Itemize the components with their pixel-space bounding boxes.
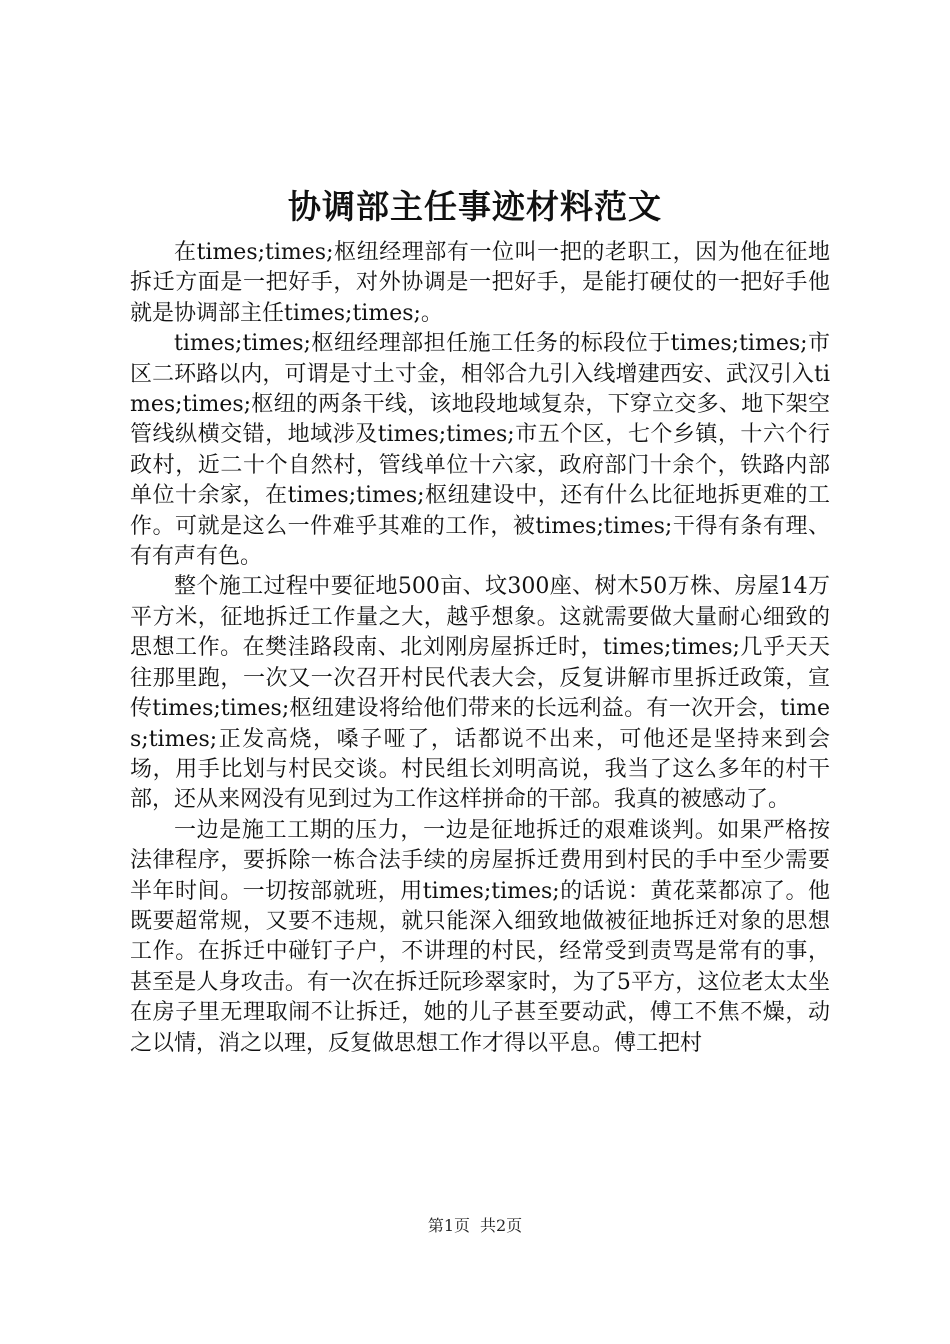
paragraph: times;times;枢纽经理部担任施工任务的标段位于times;times;市区二环路以内，可谓是寸土寸金，相邻合九引入线增建西安、武汉引入times;times;枢纽的两条干线，该地段地域复杂，下穿立交多、地下架空管线纵横交错，地域涉及times;times;市五个区，七个乡镇，十六个行政村，近二十个自然村，管线单位十六家，政府部门十余个，铁路内部单位十余家，在times;times;枢纽建设中，还有什么比征地拆更难的工作。可就是这么一件难乎其难的工作，被times;times;干得有条有理、有有声有色。 (130, 331, 830, 570)
paragraph: 一边是施工工期的压力，一边是征地拆迁的艰难谈判。如果严格按法律程序，要拆除一栋合法手续的房屋拆迁费用到村民的手中至少需要半年时间。一切按部就班，用times;times;的话说：黄花菜都凉了。他既要超常规，又要不违规，就只能深入细致地做被征地拆迁对象的思想工作。在拆迁中碰钉子户，不讲理的村民，经常受到责骂是常有的事，甚至是人身攻击。有一次在拆迁阮珍翠家时，为了5平方，这位老太太坐在房子里无理取闹不让拆迁，她的儿子甚至要动武，傅工不焦不燥，动之以情，消之以理，反复做思想工作才得以平息。傅工把村 (130, 817, 830, 1056)
document-title: 协调部主任事迹材料范文 (288, 187, 662, 226)
paragraph: 在times;times;枢纽经理部有一位叫一把的老职工，因为他在征地拆迁方面是一把好手，对外协调是一把好手，是能打硬仗的一把好手他就是协调部主任times;times;。 (130, 240, 830, 326)
document-body (130, 238, 830, 1059)
page-footer (0, 1215, 950, 1237)
paragraph: 整个施工过程中要征地500亩、坟300座、树木50万株、房屋14万平方米，征地拆迁工作量之大，越乎想象。这就需要做大量耐心细致的思想工作。在樊洼路段南、北刘刚房屋拆迁时，times;times;几乎天天往那里跑，一次又一次召开村民代表大会，反复讲解市里拆迁政策，宣传times;times;枢纽建设将给他们带来的长远利益。有一次开会，times;times;正发高烧，嗓子哑了，话都说不出来，可他还是坚持来到会场，用手比划与村民交谈。村民组长刘明高说，我当了这么多年的村干部，还从来网没有见到过为工作这样拼命的干部。我真的被感动了。 (130, 574, 830, 813)
page-total: 共2页 (480, 1216, 523, 1235)
page-number: 第1页 (427, 1216, 470, 1235)
